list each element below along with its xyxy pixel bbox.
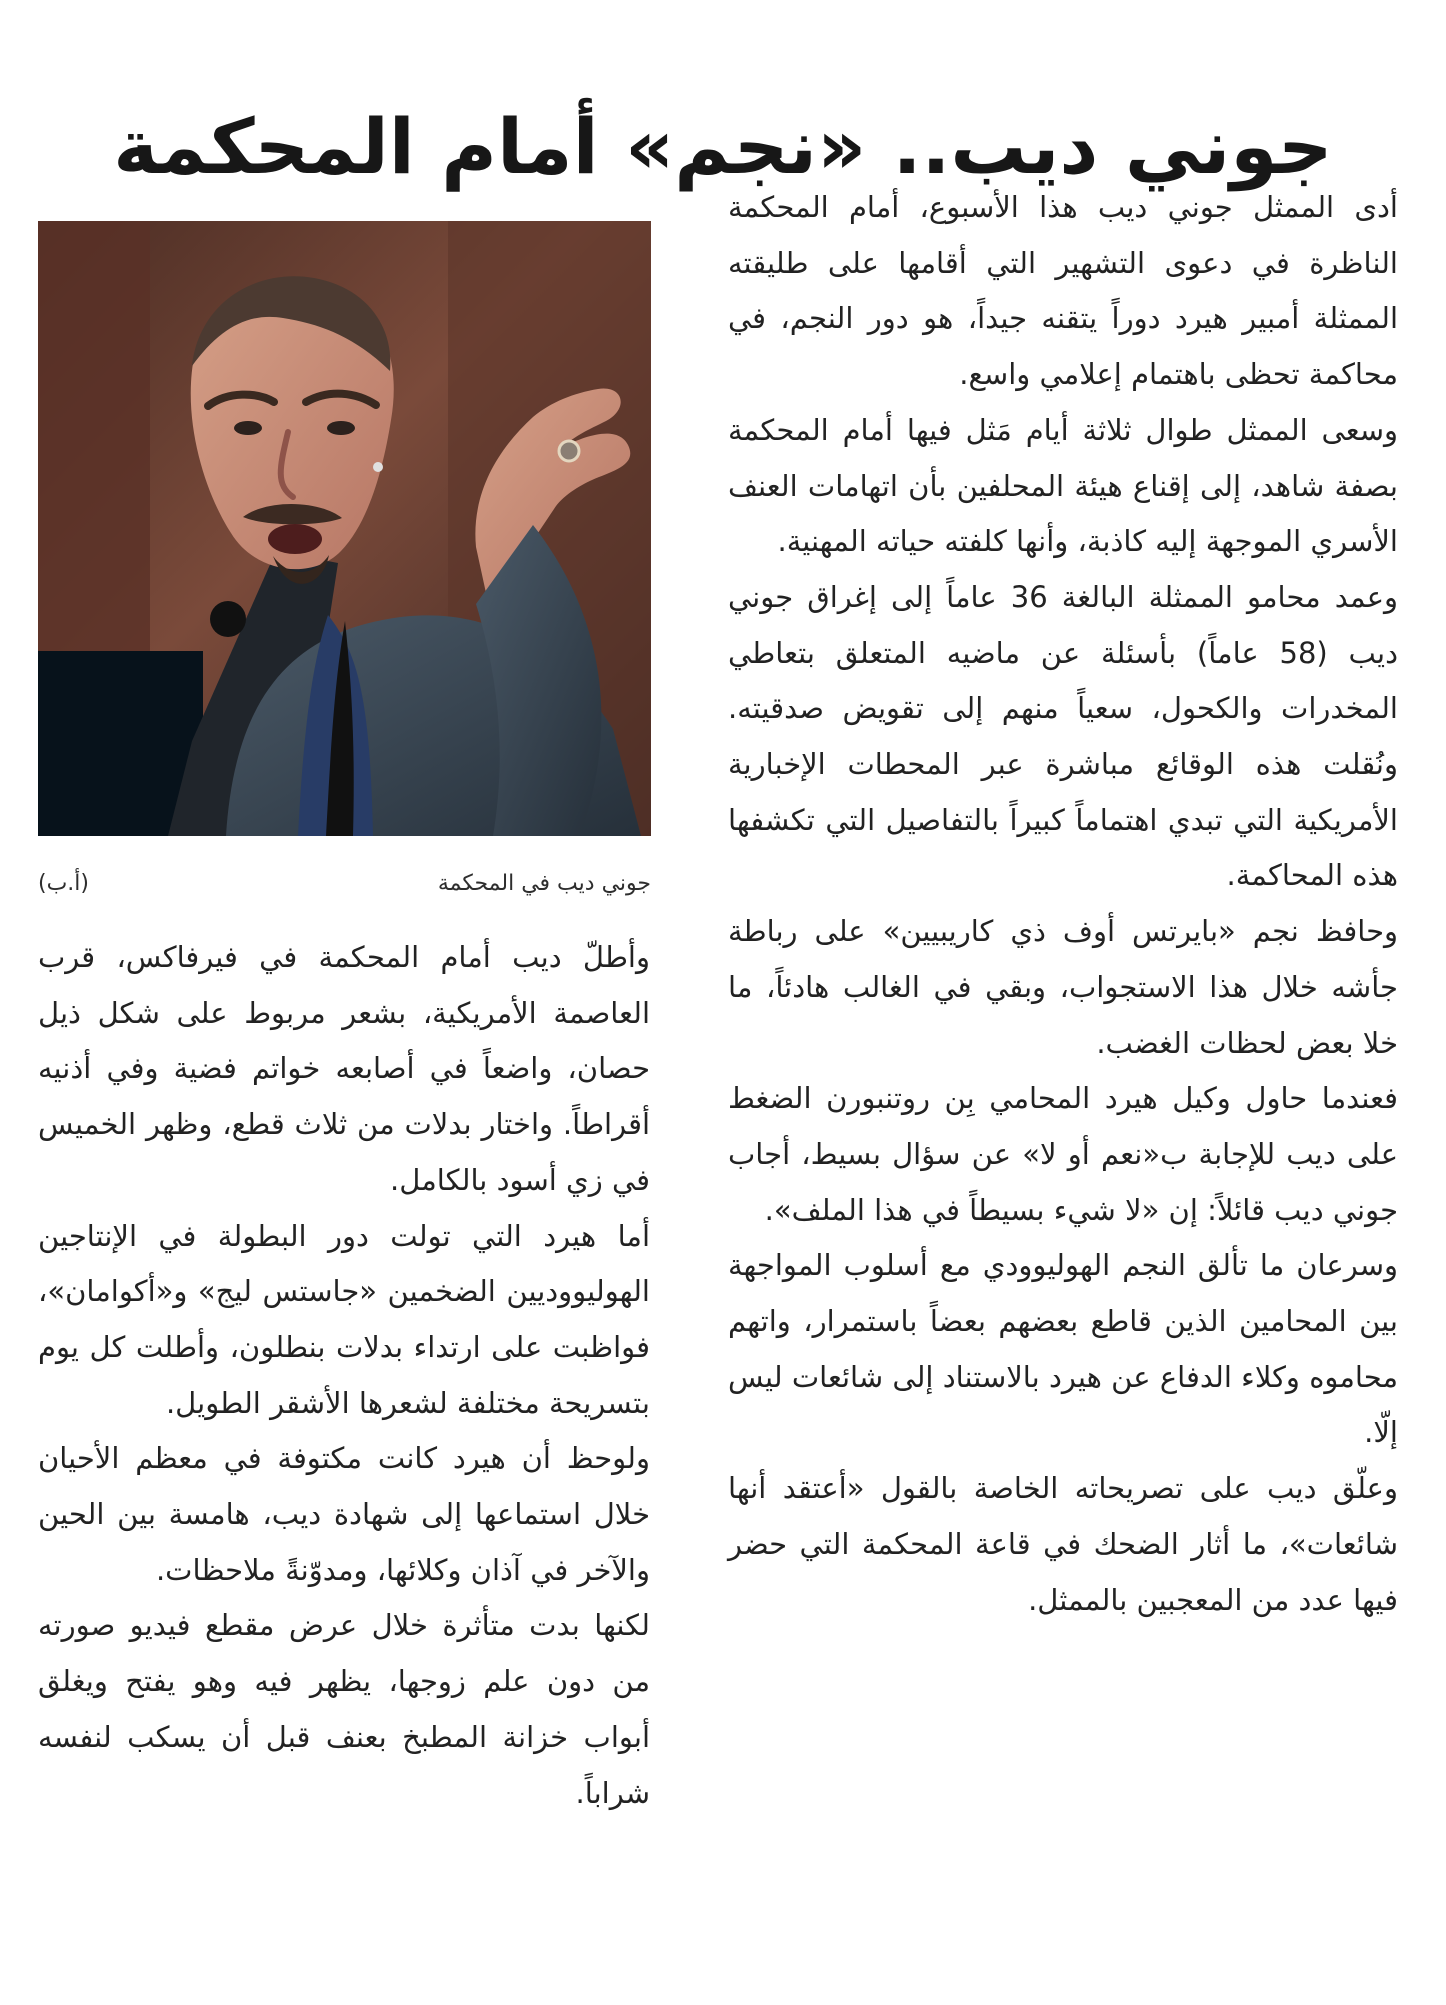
right-paragraph-5: فعندما حاول وكيل هيرد المحامي بِن روتنبورن الضغط على ديب للإجابة ب«نعم أو لا» عن سؤال بسيط، أجاب جوني ديب قائلاً: إن «لا شيء بسيطاً في هذا الملف». [728,1081,1398,1227]
left-paragraph-1: وأطلّ ديب أمام المحكمة في فيرفاكس، قرب العاصمة الأمريكية، بشعر مربوط على شكل ذيل حصان، واضعاً في أصابعه خواتم فضية وفي أذنيه أقراطاً. واختار بدلات من ثلاث قطع، وظهر الخميس في زي أسود بالكامل. [38,940,650,1197]
right-paragraph-4: وحافظ نجم «بايرتس أوف ذي كاريبيين» على رباطة جأشه خلال هذا الاستجواب، وبقي في الغالب هادئاً، ما خلا بعض لحظات الغضب. [728,914,1398,1060]
photo-credit: (أ.ب) [38,871,89,896]
left-eye [234,421,262,435]
johnny-depp-court-photo [38,221,651,836]
headline: جوني ديب.. «نجم» أمام المحكمة [113,101,1333,191]
photo-caption: جوني ديب في المحكمة [437,871,651,896]
right-paragraph-2: وسعى الممثل طوال ثلاثة أيام مَثل فيها أمام المحكمة بصفة شاهد، إلى إقناع هيئة المحلفين بأن اتهامات العنف الأسري الموجهة إليه كاذبة، وأنها كلفته حياته المهنية. [728,412,1398,559]
photo-caption-row [38,864,651,904]
left-paragraph-2: أما هيرد التي تولت دور البطولة في الإنتاجين الهوليووديين الضخمين «جاستس ليج» و«أكوامان»، فواظبت على ارتداء بدلات بنطلون، وأطلت كل يوم بتسريحة مختلفة لشعرها الأشقر الطويل. [38,1218,650,1420]
right-article-column [728,180,1398,1980]
open-mouth [268,524,322,554]
left-paragraph-3: ولوحظ أن هيرد كانت مكتوفة في معظم الأحيان خلال استماعها إلى شهادة ديب، هامسة بين الحين والآخر في آذان وكلائها، ومدوّنةً ملاحظات. [38,1441,650,1587]
left-article-column [38,930,650,1990]
left-paragraph-4: لكنها بدت متأثرة خلال عرض مقطع فيديو صورته من دون علم زوجها، يظهر فيه وهو يفتح ويغلق أبواب خزانة المطبخ بعنف قبل أن يسكب لنفسه شراباً. [38,1608,650,1810]
right-paragraph-7: وعلّق ديب على تصريحاته الخاصة بالقول «أعتقد أنها شائعات»، ما أثار الضحك في قاعة المحكمة التي حضر فيها عدد من المعجبين بالممثل. [728,1471,1398,1617]
ring [559,441,579,461]
right-eye [327,421,355,435]
right-paragraph-3: وعمد محامو الممثلة البالغة 36 عاماً إلى إغراق جوني ديب (58 عاماً) بأسئلة عن ماضيه المتعلق بتعاطي المخدرات والكحول، سعياً منهم إلى تقويض صدقيته. ونُقلت هذه الوقائع مباشرة عبر المحطات الإخبارية الأمريكية التي تبدي اهتماماً كبيراً بالتفاصيل التي تكشفها هذه المحاكمة. [728,579,1399,893]
microphone [210,601,246,637]
earring [373,462,383,472]
photo-illustration [38,221,651,836]
right-paragraph-1: أدى الممثل جوني ديب هذا الأسبوع، أمام المحكمة الناظرة في دعوى التشهير التي أقامها على طليقته الممثلة أمبير هيرد دوراً يتقنه جيداً، هو دور النجم، في محاكمة تحظى باهتمام إعلامي واسع. [728,190,1398,392]
right-paragraph-6: وسرعان ما تألق النجم الهوليوودي مع أسلوب المواجهة بين المحامين الذين قاطع بعضهم بعضاً باستمرار، واتهم محاموه وكلاء الدفاع عن هيرد بالاستناد إلى شائعات ليس إلّا. [728,1248,1398,1450]
